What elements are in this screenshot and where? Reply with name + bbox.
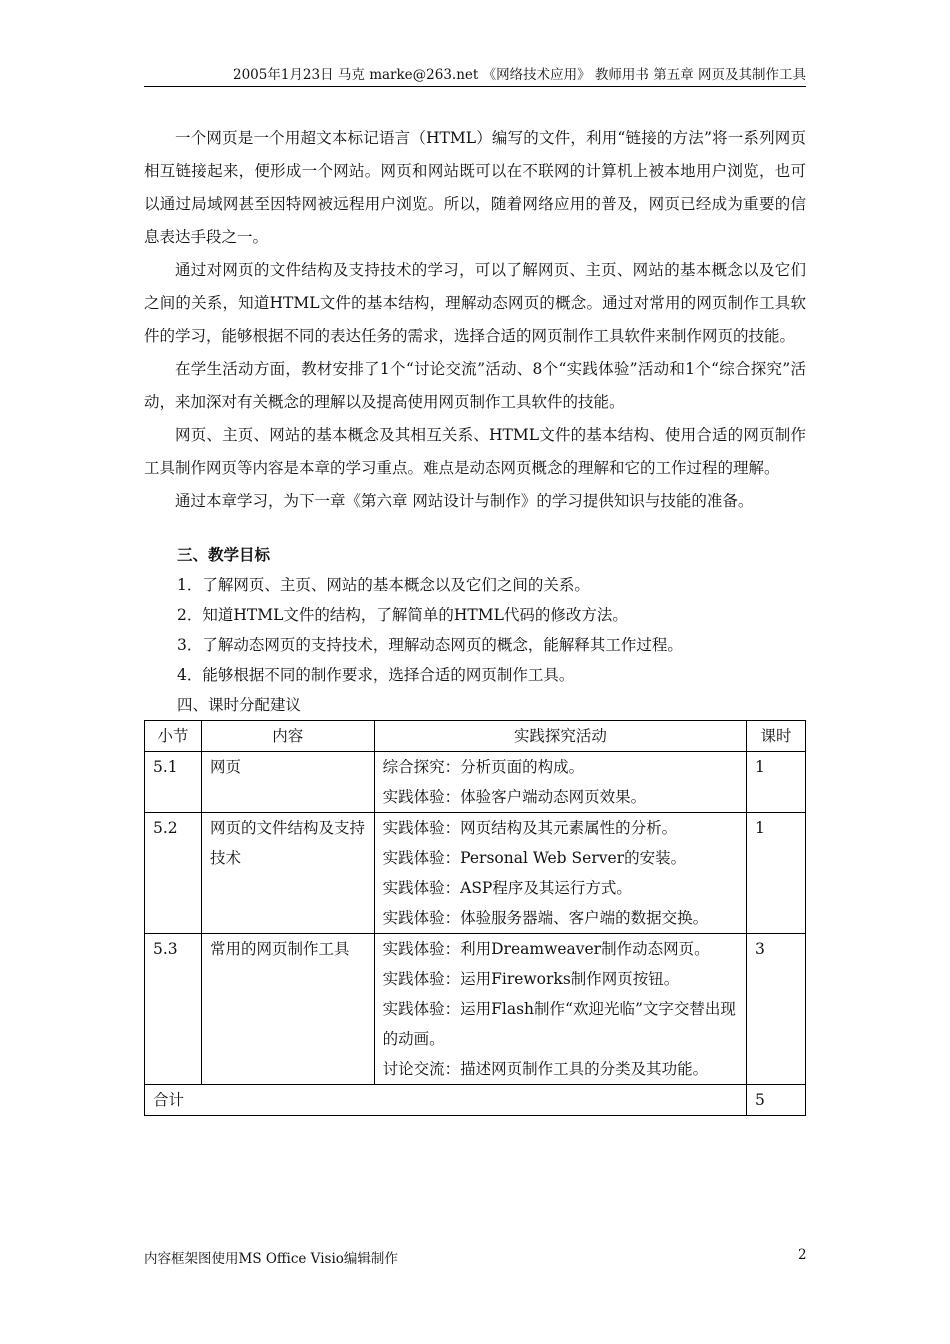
activity-cell (374, 813, 746, 934)
intro-paragraph-4: 网页、主页、网站的基本概念及其相互关系、HTML文件的基本结构、使用合适的网页制作工具制作网页等内容是本章的学习重点。难点是动态网页概念的理解和它的工作过程的理解。 (144, 426, 806, 477)
header-cell-hours: 课时 (747, 721, 806, 752)
intro-paragraph-2: 通过对网页的文件结构及支持技术的学习，可以了解网页、主页、网站的基本概念以及它们之间的关系，知道HTML文件的基本结构，理解动态网页的概念。通过对常用的网页制作工具软件的学习，能够根据不同的表达任务的需求，选择合适的网页制作工具软件来制作网页的技能。 (144, 261, 806, 345)
page-number: 2 (798, 1247, 807, 1263)
schedule-heading: 四、课时分配建议 (177, 696, 302, 714)
total-label-cell: 合计 (145, 1085, 747, 1116)
content-cell: 网页的文件结构及支持技术 (201, 813, 374, 934)
table-row (145, 752, 806, 813)
header-cell-activity: 实践探究活动 (374, 721, 746, 752)
intro-paragraph-5: 通过本章学习，为下一章《第六章 网站设计与制作》的学习提供知识与技能的准备。 (175, 492, 754, 510)
intro-paragraph-3: 在学生活动方面，教材安排了1个“讨论交流”活动、8个“实践体验”活动和1个“综合探究”活动，来加深对有关概念的理解以及提高使用网页制作工具软件的技能。 (144, 360, 806, 411)
activity-item: 实践体验：体验客户端动态网页效果。 (382, 788, 647, 806)
hours-cell: 1 (747, 813, 806, 934)
schedule-table (144, 720, 806, 1116)
activity-item: 实践体验：运用Fireworks制作网页按钮。 (382, 970, 680, 988)
activity-item: 实践体验：运用Flash制作“欢迎光临”文字交替出现的动画。 (382, 1000, 736, 1048)
page-header: 2005年1月23日 马克 marke@263.net 《网络技术应用》 教师用书 第五章 网页及其制作工具 (144, 66, 806, 87)
activity-item: 实践体验：ASP程序及其运行方式。 (382, 879, 632, 897)
section-cell: 5.3 (145, 934, 202, 1085)
activity-item: 实践体验：Personal Web Server的安装。 (382, 849, 687, 867)
section-cell: 5.2 (145, 813, 202, 934)
objective-item: 3．了解动态网页的支持技术，理解动态网页的概念，能解释其工作过程。 (177, 636, 683, 654)
table-header-row (145, 721, 806, 752)
objective-item: 2．知道HTML文件的结构，了解简单的HTML代码的修改方法。 (177, 606, 628, 624)
content-cell: 常用的网页制作工具 (201, 934, 374, 1085)
header-cell-content: 内容 (201, 721, 374, 752)
activity-item: 实践体验：体验服务器端、客户端的数据交换。 (382, 909, 709, 927)
content-cell: 网页 (201, 752, 374, 813)
activity-item: 综合探究：分析页面的构成。 (382, 758, 585, 776)
hours-cell: 1 (747, 752, 806, 813)
table-total-row (145, 1085, 806, 1116)
activity-item: 实践体验：利用Dreamweaver制作动态网页。 (382, 940, 710, 958)
activity-cell (374, 934, 746, 1085)
table-row (145, 934, 806, 1085)
document-body (144, 122, 806, 1116)
section-cell: 5.1 (145, 752, 202, 813)
activity-cell (374, 752, 746, 813)
page-footer-note: 内容框架图使用MS Office Visio编辑制作 (144, 1251, 398, 1267)
header-cell-section: 小节 (145, 721, 202, 752)
objectives-heading: 三、教学目标 (177, 545, 271, 564)
intro-paragraph-1: 一个网页是一个用超文本标记语言（HTML）编写的文件，利用“链接的方法”将一系列网页相互链接起来，便形成一个网站。网页和网站既可以在不联网的计算机上被本地用户浏览，也可以通过局域网甚至因特网被远程用户浏览。所以，随着网络应用的普及，网页已经成为重要的信息表达手段之一。 (144, 129, 806, 246)
objective-item: 1．了解网页、主页、网站的基本概念以及它们之间的关系。 (177, 576, 590, 594)
section-spacer (144, 518, 806, 540)
hours-cell: 3 (747, 934, 806, 1085)
activity-item: 讨论交流：描述网页制作工具的分类及其功能。 (382, 1060, 709, 1078)
activity-item: 实践体验：网页结构及其元素属性的分析。 (382, 819, 678, 837)
objective-item: 4．能够根据不同的制作要求，选择合适的网页制作工具。 (177, 666, 575, 684)
table-row (145, 813, 806, 934)
total-hours-cell: 5 (747, 1085, 806, 1116)
